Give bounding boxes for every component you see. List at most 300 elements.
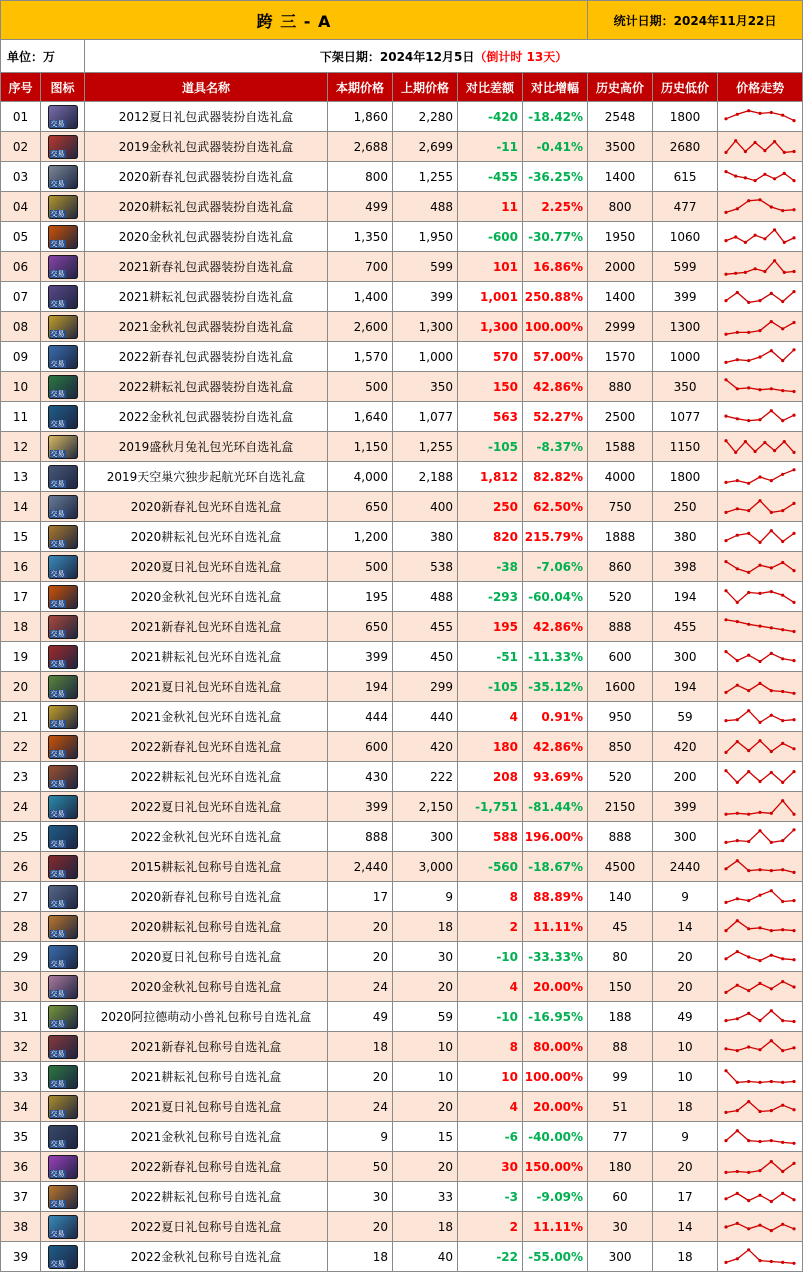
row-index: 38 [1, 1212, 41, 1242]
price-trend [718, 252, 803, 282]
trend-point [747, 989, 750, 992]
trend-point [781, 359, 784, 362]
item-name: 2020新春礼包称号自选礼盒 [85, 882, 328, 912]
item-name: 2020夏日礼包光环自选礼盒 [85, 552, 328, 582]
trend-point [736, 897, 739, 900]
price-trend [718, 372, 803, 402]
trend-point [770, 529, 773, 532]
col-trend: 价格走势 [718, 73, 803, 102]
trend-point [758, 829, 761, 832]
previous-price: 455 [393, 612, 458, 642]
row-index: 14 [1, 492, 41, 522]
trend-point [758, 981, 761, 984]
item-icon [41, 252, 85, 282]
trend-point [724, 769, 727, 772]
price-diff: 101 [458, 252, 523, 282]
stat-date: 统计日期：2024年11月22日 [588, 1, 803, 40]
trend-sparkline [723, 105, 797, 129]
gift-box-icon [48, 225, 78, 249]
trend-point [770, 749, 773, 752]
row-index: 10 [1, 372, 41, 402]
trend-point [758, 893, 761, 896]
previous-price: 599 [393, 252, 458, 282]
history-low: 350 [653, 372, 718, 402]
trend-point [781, 593, 784, 596]
trend-point [792, 958, 795, 961]
item-icon [41, 642, 85, 672]
price-diff: -10 [458, 1002, 523, 1032]
row-index: 26 [1, 852, 41, 882]
trend-point [770, 291, 773, 294]
trend-point [758, 299, 761, 302]
history-high: 2500 [588, 402, 653, 432]
trend-point [781, 719, 784, 722]
trend-point [724, 1110, 727, 1113]
gift-box-icon [48, 195, 78, 219]
current-price: 4,000 [328, 462, 393, 492]
trend-point [792, 828, 795, 831]
trend-point [736, 112, 739, 115]
trade-tag: 交易 [50, 599, 65, 608]
price-trend [718, 162, 803, 192]
price-diff: 8 [458, 1032, 523, 1062]
row-index: 22 [1, 732, 41, 762]
trade-tag: 交易 [50, 749, 65, 758]
price-diff: 10 [458, 1062, 523, 1092]
history-low: 615 [653, 162, 718, 192]
table-row [1, 132, 803, 162]
trend-sparkline [723, 945, 797, 969]
trend-point [763, 440, 766, 443]
current-price: 430 [328, 762, 393, 792]
current-price: 1,640 [328, 402, 393, 432]
trend-point [736, 507, 739, 510]
price-trend [718, 342, 803, 372]
current-price: 2,440 [328, 852, 393, 882]
price-trend [718, 282, 803, 312]
item-name: 2021新春礼包称号自选礼盒 [85, 1032, 328, 1062]
trend-point [724, 650, 727, 653]
trend-sparkline [723, 375, 797, 399]
item-name: 2022新春礼包称号自选礼盒 [85, 1152, 328, 1182]
history-high: 850 [588, 732, 653, 762]
price-diff: -38 [458, 552, 523, 582]
price-diff: 2 [458, 1212, 523, 1242]
price-diff: -6 [458, 1122, 523, 1152]
history-low: 49 [653, 1002, 718, 1032]
trend-point [792, 1161, 795, 1164]
gift-box-icon [48, 345, 78, 369]
col-index: 序号 [1, 73, 41, 102]
item-icon [41, 942, 85, 972]
item-name: 2020新春礼包光环自选礼盒 [85, 492, 328, 522]
trade-tag: 交易 [50, 119, 65, 128]
price-diff: -51 [458, 642, 523, 672]
row-index: 06 [1, 252, 41, 282]
item-icon [41, 462, 85, 492]
price-diff: -22 [458, 1242, 523, 1272]
item-icon [41, 402, 85, 432]
price-trend [718, 432, 803, 462]
history-high: 4500 [588, 852, 653, 882]
item-icon [41, 582, 85, 612]
item-name: 2021耕耘礼包称号自选礼盒 [85, 1062, 328, 1092]
item-icon [41, 672, 85, 702]
trend-point [773, 140, 776, 143]
trend-point [724, 150, 727, 153]
trend-point [770, 651, 773, 654]
trend-sparkline [723, 345, 797, 369]
history-high: 2000 [588, 252, 653, 282]
trend-point [736, 740, 739, 743]
trend-point [724, 299, 727, 302]
previous-price: 10 [393, 1032, 458, 1062]
price-diff: 150 [458, 372, 523, 402]
table-row [1, 882, 803, 912]
sheet-title: 跨 三 - A [1, 1, 588, 40]
trend-point [744, 440, 747, 443]
price-trend [718, 462, 803, 492]
price-diff: 4 [458, 1092, 523, 1122]
item-name: 2020夏日礼包称号自选礼盒 [85, 942, 328, 972]
current-price: 24 [328, 972, 393, 1002]
trend-point [763, 172, 766, 175]
trend-point [792, 450, 795, 453]
column-header-row [1, 73, 803, 102]
trend-point [781, 472, 784, 475]
previous-price: 10 [393, 1062, 458, 1092]
row-index: 09 [1, 342, 41, 372]
item-name: 2020耕耘礼包光环自选礼盒 [85, 522, 328, 552]
change-pct: 250.88% [523, 282, 588, 312]
item-name: 2021金秋礼包称号自选礼盒 [85, 1122, 328, 1152]
item-icon [41, 312, 85, 342]
item-name: 2022金秋礼包武器装扮自选礼盒 [85, 402, 328, 432]
price-trend [718, 1062, 803, 1092]
trend-point [781, 1140, 784, 1143]
trend-sparkline [723, 225, 797, 249]
trend-point [724, 750, 727, 753]
trend-point [770, 1229, 773, 1232]
history-low: 20 [653, 1152, 718, 1182]
previous-price: 20 [393, 972, 458, 1002]
trend-point [763, 269, 766, 272]
trade-tag: 交易 [50, 269, 65, 278]
gift-box-icon [48, 555, 78, 579]
history-high: 1570 [588, 342, 653, 372]
price-trend [718, 942, 803, 972]
trend-point [792, 290, 795, 293]
history-low: 10 [653, 1062, 718, 1092]
trend-point [758, 624, 761, 627]
trend-point [736, 1049, 739, 1052]
trend-point [781, 1222, 784, 1225]
col-previous-price: 上期价格 [393, 73, 458, 102]
change-pct: 2.25% [523, 192, 588, 222]
trend-point [734, 450, 737, 453]
item-name: 2021夏日礼包称号自选礼盒 [85, 1092, 328, 1122]
previous-price: 440 [393, 702, 458, 732]
change-pct: 82.82% [523, 462, 588, 492]
trend-point [781, 928, 784, 931]
history-low: 18 [653, 1242, 718, 1272]
trend-point [724, 589, 727, 592]
history-high: 51 [588, 1092, 653, 1122]
item-icon [41, 222, 85, 252]
gift-box-icon [48, 1065, 78, 1089]
row-index: 18 [1, 612, 41, 642]
history-high: 888 [588, 822, 653, 852]
history-high: 1400 [588, 282, 653, 312]
col-history-high: 历史高价 [588, 73, 653, 102]
trend-point [736, 919, 739, 922]
history-low: 20 [653, 972, 718, 1002]
col-current-price: 本期价格 [328, 73, 393, 102]
gift-box-icon [48, 315, 78, 339]
trend-point [758, 926, 761, 929]
trend-point [792, 208, 795, 211]
trade-tag: 交易 [50, 329, 65, 338]
trend-point [792, 747, 795, 750]
table-row [1, 1062, 803, 1092]
price-diff: -600 [458, 222, 523, 252]
change-pct: -11.33% [523, 642, 588, 672]
trade-tag: 交易 [50, 569, 65, 578]
trend-point [747, 653, 750, 656]
trend-point [781, 657, 784, 660]
trend-point [770, 770, 773, 773]
trend-sparkline [723, 135, 797, 159]
trend-point [758, 739, 761, 742]
history-high: 600 [588, 642, 653, 672]
gift-box-icon [48, 675, 78, 699]
price-trend [718, 492, 803, 522]
trend-point [770, 1139, 773, 1142]
current-price: 444 [328, 702, 393, 732]
trade-tag: 交易 [50, 839, 65, 848]
current-price: 500 [328, 552, 393, 582]
trend-point [724, 840, 727, 843]
current-price: 18 [328, 1242, 393, 1272]
trend-point [792, 899, 795, 902]
trend-point [758, 198, 761, 201]
change-pct: 57.00% [523, 342, 588, 372]
trend-point [792, 629, 795, 632]
history-low: 2680 [653, 132, 718, 162]
trend-point [792, 468, 795, 471]
trend-point [770, 889, 773, 892]
trend-point [747, 531, 750, 534]
previous-price: 3,000 [393, 852, 458, 882]
trend-point [792, 600, 795, 603]
previous-price: 400 [393, 492, 458, 522]
trade-tag: 交易 [50, 899, 65, 908]
trend-point [736, 1129, 739, 1132]
trend-point [736, 330, 739, 333]
trend-point [781, 957, 784, 960]
item-icon [41, 702, 85, 732]
change-pct: -9.09% [523, 1182, 588, 1212]
trend-point [773, 449, 776, 452]
trade-tag: 交易 [50, 629, 65, 638]
history-low: 300 [653, 822, 718, 852]
current-price: 800 [328, 162, 393, 192]
trend-point [781, 741, 784, 744]
history-low: 200 [653, 762, 718, 792]
price-diff: 1,300 [458, 312, 523, 342]
item-icon [41, 1212, 85, 1242]
item-name: 2022耕耘礼包称号自选礼盒 [85, 1182, 328, 1212]
trend-point [781, 1103, 784, 1106]
history-high: 520 [588, 582, 653, 612]
trend-sparkline [723, 885, 797, 909]
current-price: 194 [328, 672, 393, 702]
trend-point [734, 271, 737, 274]
change-pct: 42.86% [523, 612, 588, 642]
price-trend [718, 762, 803, 792]
row-index: 16 [1, 552, 41, 582]
trend-point [792, 389, 795, 392]
trend-point [781, 419, 784, 422]
gift-box-icon [48, 1245, 78, 1269]
trend-point [747, 570, 750, 573]
trend-sparkline [723, 1095, 797, 1119]
trade-tag: 交易 [50, 389, 65, 398]
table-row [1, 282, 803, 312]
trend-point [736, 1221, 739, 1224]
gift-box-icon [48, 1125, 78, 1149]
price-trend [718, 672, 803, 702]
trend-point [758, 1223, 761, 1226]
trade-tag: 交易 [50, 1109, 65, 1118]
item-icon [41, 282, 85, 312]
price-trend [718, 312, 803, 342]
row-index: 24 [1, 792, 41, 822]
trend-point [781, 839, 784, 842]
row-index: 35 [1, 1122, 41, 1152]
gift-box-icon [48, 495, 78, 519]
trend-sparkline [723, 435, 797, 459]
history-low: 194 [653, 672, 718, 702]
current-price: 9 [328, 1122, 393, 1152]
item-name: 2021夏日礼包光环自选礼盒 [85, 672, 328, 702]
gift-box-icon [48, 105, 78, 129]
current-price: 888 [328, 822, 393, 852]
previous-price: 33 [393, 1182, 458, 1212]
trade-tag: 交易 [50, 1079, 65, 1088]
previous-price: 538 [393, 552, 458, 582]
trend-point [770, 869, 773, 872]
current-price: 49 [328, 1002, 393, 1032]
trend-point [758, 388, 761, 391]
history-low: 14 [653, 1212, 718, 1242]
gift-box-icon [48, 1215, 78, 1239]
history-high: 99 [588, 1062, 653, 1092]
trend-point [770, 205, 773, 208]
trend-point [736, 1191, 739, 1194]
trend-sparkline [723, 1005, 797, 1029]
item-name: 2020耕耘礼包武器装扮自选礼盒 [85, 192, 328, 222]
row-index: 33 [1, 1062, 41, 1092]
trend-point [724, 900, 727, 903]
price-trend [718, 402, 803, 432]
price-trend [718, 522, 803, 552]
trend-point [754, 233, 757, 236]
history-high: 30 [588, 1212, 653, 1242]
trend-sparkline [723, 645, 797, 669]
trade-tag: 交易 [50, 869, 65, 878]
trend-point [758, 1109, 761, 1112]
item-name: 2020金秋礼包称号自选礼盒 [85, 972, 328, 1002]
trend-point [770, 1039, 773, 1042]
price-diff: 8 [458, 882, 523, 912]
trend-point [724, 272, 727, 275]
previous-price: 30 [393, 942, 458, 972]
gift-box-icon [48, 645, 78, 669]
current-price: 650 [328, 492, 393, 522]
history-high: 150 [588, 972, 653, 1002]
item-icon [41, 822, 85, 852]
trend-point [736, 600, 739, 603]
col-diff: 对比差额 [458, 73, 523, 102]
item-name: 2021耕耘礼包光环自选礼盒 [85, 642, 328, 672]
history-high: 950 [588, 702, 653, 732]
trade-tag: 交易 [50, 299, 65, 308]
row-index: 03 [1, 162, 41, 192]
change-pct: 215.79% [523, 522, 588, 552]
current-price: 20 [328, 1212, 393, 1242]
item-icon [41, 1152, 85, 1182]
current-price: 1,200 [328, 522, 393, 552]
history-high: 88 [588, 1032, 653, 1062]
trend-sparkline [723, 1125, 797, 1149]
price-diff: 250 [458, 492, 523, 522]
item-icon [41, 132, 85, 162]
price-diff: -455 [458, 162, 523, 192]
trade-tag: 交易 [50, 959, 65, 968]
trend-point [773, 259, 776, 262]
trend-point [747, 1045, 750, 1048]
price-trend [718, 822, 803, 852]
trend-point [781, 1260, 784, 1263]
previous-price: 18 [393, 1212, 458, 1242]
trend-point [724, 414, 727, 417]
trend-sparkline [723, 195, 797, 219]
trend-point [792, 236, 795, 239]
table-row [1, 972, 803, 1002]
trend-point [770, 349, 773, 352]
row-index: 23 [1, 762, 41, 792]
history-low: 399 [653, 792, 718, 822]
trade-tag: 交易 [50, 539, 65, 548]
price-trend [718, 132, 803, 162]
price-diff: 195 [458, 612, 523, 642]
gift-box-icon [48, 525, 78, 549]
item-name: 2020金秋礼包光环自选礼盒 [85, 582, 328, 612]
row-index: 36 [1, 1152, 41, 1182]
trend-sparkline [723, 165, 797, 189]
trend-point [747, 1248, 750, 1251]
history-low: 599 [653, 252, 718, 282]
trend-point [770, 713, 773, 716]
trend-point [758, 540, 761, 543]
previous-price: 299 [393, 672, 458, 702]
trend-point [724, 1225, 727, 1228]
trend-point [747, 812, 750, 815]
trend-point [792, 1019, 795, 1022]
table-row [1, 942, 803, 972]
trend-point [747, 1170, 750, 1173]
